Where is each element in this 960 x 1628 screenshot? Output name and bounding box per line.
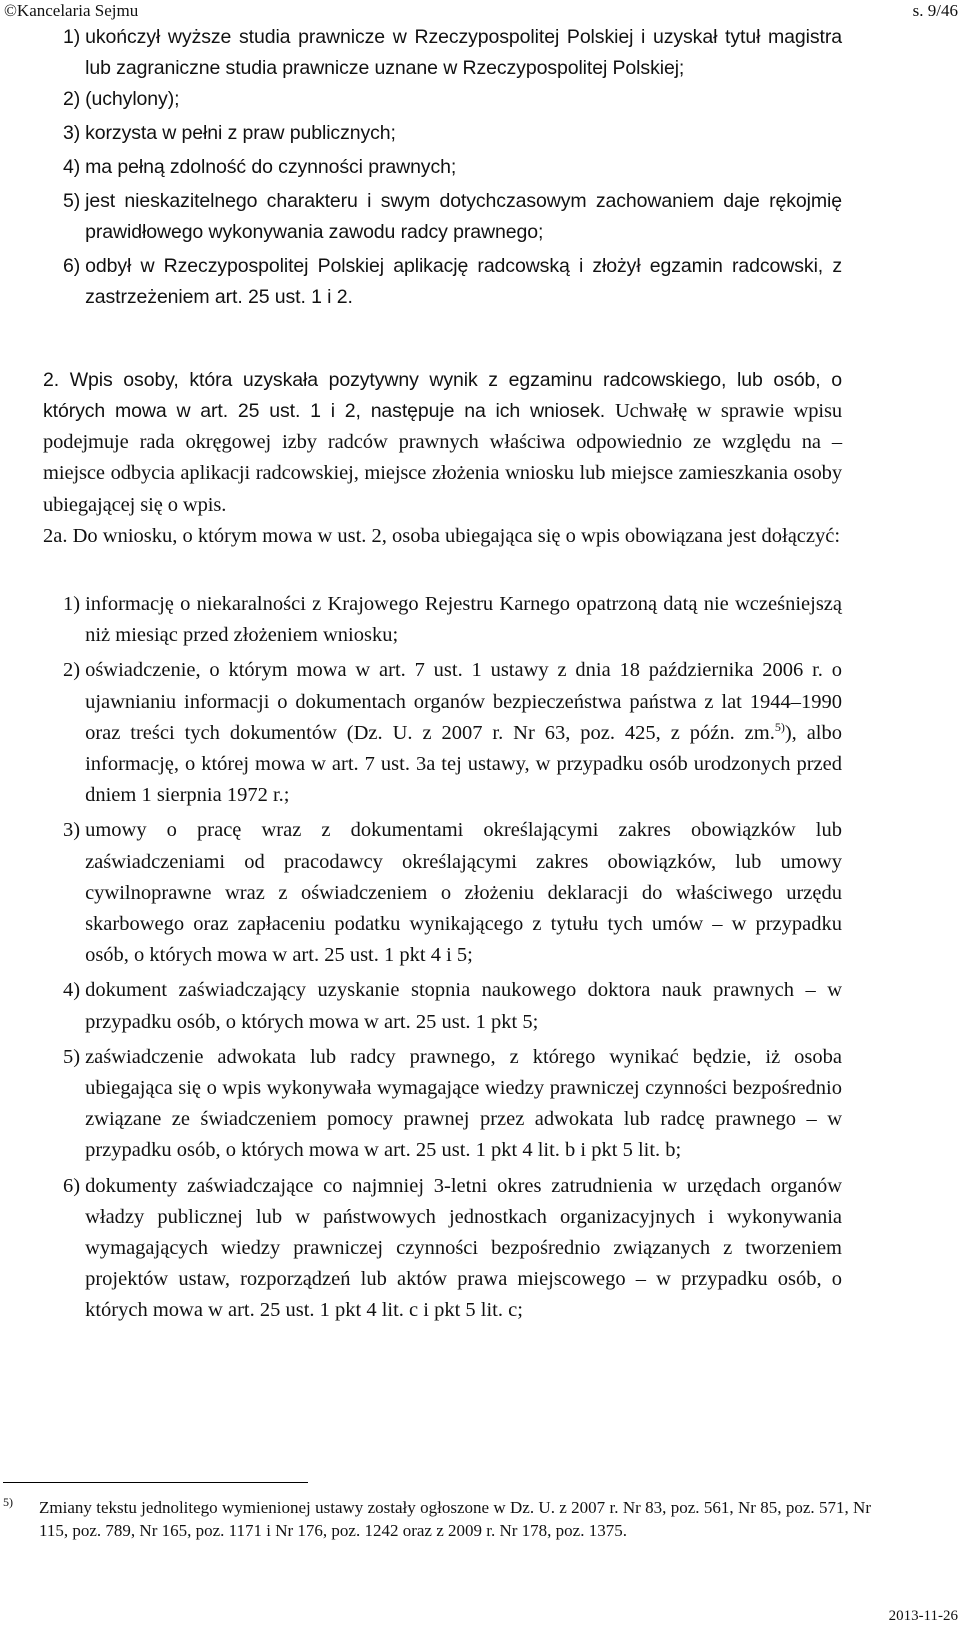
item-text: informację o niekaralności z Krajowego Rejestru Karnego opatrzoną datą nie wcześniejszą niż miesiąc przed złożeniem wniosku; [85,593,842,647]
footnote-reference[interactable]: 5) [774,719,785,734]
list-item [63,22,842,84]
item-text: dokumenty zaświadczające co najmniej 3-letni okres zatrudnienia w urzędach organów władzy publicznej lub w państwowych jednostkach organizacyjnych i wykonywania wymagających wiedzy prawniczej czynności bezpośrednio związanych z tworzeniem projektów ustaw, rozporządzeń lub aktów prawa miejscowego – w przypadku osób, o których mowa w art. 25 ust. 1 pkt 4 lit. c i pkt 5 lit. c; [85,1174,842,1322]
footnote-mark: 5) [3,1495,13,1509]
list-item [63,118,842,149]
item-label: 6) [63,255,81,277]
item-label: 4) [63,979,81,1002]
item-text: korzysta w pełni z praw publicznych; [85,122,396,144]
item-label: 5) [63,190,81,212]
paragraph-2-serif: Uchwałę w sprawie wpisu podejmuje rada okręgowej izby radców prawnych właściwa odpowiednio ze względu na – miejsce odbycia aplikacji radcowskiej, miejsce złożenia wniosku lub miejsce zamieszkania osoby ubiegającej się o wpis. [43,400,842,516]
item-label: 2) [63,88,81,110]
item-text: (uchylony); [85,88,180,110]
list-item [63,1042,842,1167]
item-text-part: oświadczenie, o którym mowa w art. 7 ust. 1 ustawy z dnia 18 października 2006 r. o ujawnianiu informacji o dokumentach organów bezpieczeństwa państwa z lat 1944–1990 oraz treści tych dokumentów (Dz. U. z 2007 r. Nr 63, poz. 425, z późn. zm. [85,659,842,744]
item-text: jest nieskazitelnego charakteru i swym dotychczasowym zachowaniem daje rękojmię prawidłowego wykonywania zawodu radcy prawnego; [85,190,842,243]
list-item [63,152,842,183]
footer-date: 2013-11-26 [888,1608,958,1624]
item-text: ma pełną zdolność do czynności prawnych; [85,156,457,178]
list-item [63,589,842,651]
footnote-separator [3,1482,308,1483]
list-item [63,975,842,1037]
item-text: zaświadczenie adwokata lub radcy prawnego, z którego wynikać będzie, iż osoba ubiegająca się o wpis wykonywała wymagające wiedzy prawniczej czynności bezpośrednio związane ze świadczeniem pomocy prawnej przez adwokata lub radcę prawnego – w przypadku osób, o których mowa w art. 25 ust. 1 pkt 4 lit. b i pkt 5 lit. b; [85,1045,842,1162]
list-item [63,186,842,248]
item-label: 5) [63,1045,81,1068]
header-copyright: ©Kancelaria Sejmu [4,1,139,20]
item-label: 6) [63,1174,81,1197]
item-text: odbył w Rzeczypospolitej Polskiej aplikację radcowską i złożył egzamin radcowski, z zastrzeżeniem art. 25 ust. 1 i 2. [85,255,842,308]
item-text: ukończył wyższe studia prawnicze w Rzeczypospolitej Polskiej i uzyskał tytuł magistra lub zagraniczne studia prawnicze uznane w Rzeczypospolitej Polskiej; [85,26,842,79]
item-text-part: ), albo informację, o której mowa w art. 7 ust. 3a tej ustawy, w przypadku osób urodzonych przed dniem 1 sierpnia 1972 r.; [85,721,843,807]
item-label: 2) [63,659,81,682]
list-item [63,84,842,115]
item-label: 3) [63,819,81,842]
attachments-list [63,589,842,1327]
list-item [63,655,842,811]
item-label: 3) [63,122,81,144]
item-label: 1) [63,26,81,48]
item-text [85,655,842,811]
footnote-text: Zmiany tekstu jednolitego wymienionej ustawy zostały ogłoszone w Dz. U. z 2007 r. Nr 83, poz. 561, Nr 85, poz. 571, Nr 115, poz. 789, Nr 165, poz. 1171 i Nr 176, poz. 1242 oraz z 2009 r. Nr 178, poz. 1375. [39,1498,871,1540]
conditions-list [63,22,842,313]
item-text: dokument zaświadczający uzyskanie stopnia naukowego doktora nauk prawnych – w przypadku osób, o których mowa w art. 25 ust. 1 pkt 5; [85,979,842,1033]
footnote [3,1496,871,1542]
item-label: 1) [63,593,81,615]
list-item [63,251,842,313]
header-page-number: s. 9/46 [912,1,958,20]
list-item [63,1171,842,1327]
list-item [63,815,842,971]
paragraph-2-sans: 2. Wpis osoby, która uzyskała pozytywny wynik z egzaminu radcowskiego, lub osób, o których mowa w art. 25 ust. 1 i 2, następuje na ich wniosek. [43,369,842,422]
paragraph-2a: 2a. Do wniosku, o którym mowa w ust. 2, osoba ubiegająca się o wpis obowiązana jest dołączyć: [43,525,841,547]
paragraph-2 [43,365,842,521]
item-label: 4) [63,156,81,178]
item-text: umowy o pracę wraz z dokumentami określającymi zakres obowiązków lub zaświadczeniami od pracodawcy określającymi zakres obowiązków, lub umowy cywilnoprawne wraz z oświadczeniem o złożeniu deklaracji do właściwego urzędu skarbowego oraz zapłaceniu podatku wynikającego z tytułu tych umów – w przypadku osób, o których mowa w art. 25 ust. 1 pkt 4 i 5; [85,819,842,967]
